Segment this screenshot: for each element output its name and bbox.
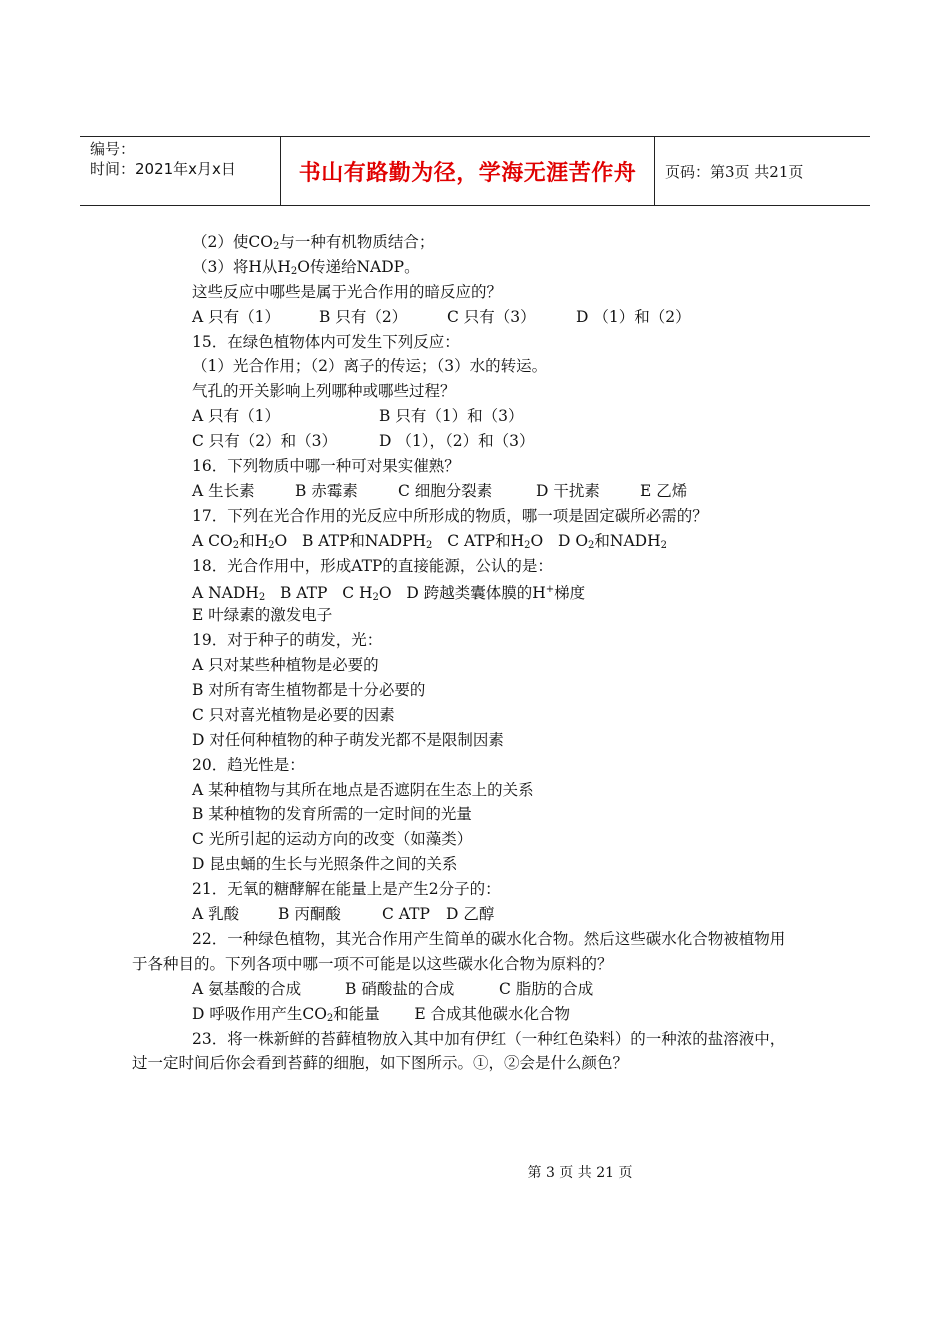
text-span: 和NADH	[594, 531, 661, 550]
text-span: C ATP和H	[447, 531, 525, 550]
options-line	[132, 479, 800, 504]
question-title: 18．光合作用中，形成ATP的直接能源，公认的是：	[192, 556, 553, 575]
options-line	[132, 529, 800, 554]
page-header	[80, 136, 870, 206]
option: A 生长素	[192, 481, 255, 500]
subscript: 2	[268, 539, 275, 551]
question-text: 这些反应中哪些是属于光合作用的暗反应的？	[192, 282, 503, 301]
question-title: 15．在绿色植物体内可发生下列反应：	[192, 332, 460, 351]
motto: 书山有路勤为径，学海无涯苦作舟	[298, 160, 637, 186]
text-line	[132, 255, 800, 280]
subscript: 2	[426, 539, 433, 551]
option: B 赤霉素	[295, 481, 358, 500]
option: E 乙烯	[640, 481, 688, 500]
question-paragraph: 22．一种绿色植物，其光合作用产生简单的碳水化合物。然后这些碳水化合物被植物用于各种目的。下列各项中哪一项不可能是以这些碳水化合物为原料的？	[132, 929, 786, 973]
option: C 光所引起的运动方向的改变（如藻类）	[192, 830, 473, 849]
text-span: D O	[557, 531, 589, 550]
option: B 只有（1）和（3）	[379, 407, 524, 426]
option: A 只有（1）	[192, 407, 280, 426]
text-span: O	[378, 584, 392, 603]
text-span: B ATP和NADPH	[301, 531, 427, 550]
subscript: 2	[660, 539, 667, 551]
text-span: 梯度	[554, 584, 586, 603]
footer-page-number: 第 3 页 共 21 页	[527, 1165, 633, 1181]
page-footer	[0, 1162, 950, 1182]
subscript: 2	[290, 265, 298, 277]
subscript: 2	[588, 539, 595, 551]
option: C 只有（3）	[447, 307, 536, 326]
text-span: O	[530, 531, 544, 550]
time-label: 时间：2021年x月x日	[90, 160, 236, 178]
question-title: 20．趋光性是：	[192, 755, 305, 774]
option: D （1），（2）和（3）	[379, 432, 535, 451]
options-line	[132, 578, 800, 603]
option: C 只有（2）和（3）	[192, 432, 338, 451]
option: A 只对某些种植物是必要的	[192, 656, 379, 675]
text-span: D 跨越类囊体膜的H	[406, 584, 546, 603]
header-motto-cell	[281, 137, 655, 205]
page-label: 页码：第3页 共21页	[665, 162, 804, 181]
subscript: 2	[524, 539, 531, 551]
text-span: （2）使CO	[192, 233, 273, 251]
text-span: O传递给NADP。	[297, 257, 420, 276]
option: E 叶绿素的激发电子	[192, 606, 333, 625]
superscript: +	[545, 584, 555, 596]
option: B 硝酸盐的合成	[345, 979, 455, 998]
header-page-cell	[655, 137, 870, 205]
text-span: A NADH	[192, 584, 259, 603]
option: A 某种植物与其所在地点是否遮阴在生态上的关系	[192, 780, 534, 799]
question-paragraph: 23．将一株新鲜的苔藓植物放入其中加有伊红（一种红色染料）的一种浓的盐溶液中，过一定时间后你会看到苔藓的细胞，如下图所示。①，②会是什么颜色？	[132, 1029, 786, 1073]
text-line: 气孔的开关影响上列哪种或哪些过程？	[192, 382, 456, 401]
options-line	[132, 404, 800, 429]
option: C 细胞分裂素	[398, 481, 493, 500]
options-line	[132, 902, 800, 927]
options-line	[132, 305, 800, 330]
header-meta	[80, 137, 281, 205]
options-line	[132, 429, 800, 454]
text-span: （3）将H从H	[192, 257, 291, 276]
option: B 某种植物的发育所需的一定时间的光量	[192, 805, 472, 824]
text-line	[132, 230, 800, 255]
text-span: C H	[342, 584, 373, 603]
text-line: （1）光合作用；（2）离子的传运；（3）水的转运。	[192, 357, 548, 376]
subscript: 2	[372, 592, 379, 604]
option: D 昆虫蛹的生长与光照条件之间的关系	[192, 855, 458, 874]
option: C 只对喜光植物是必要的因素	[192, 705, 395, 724]
option: A 氨基酸的合成	[192, 979, 302, 998]
options-line	[132, 977, 800, 1002]
question-title: 17．下列在光合作用的光反应中所形成的物质，哪一项是固定碳所必需的？	[192, 506, 708, 525]
subscript: 2	[326, 1012, 334, 1024]
document-body	[132, 230, 800, 1076]
option: E 合成其他碳水化合物	[414, 1004, 571, 1023]
question-title: 16．下列物质中哪一种可对果实催熟？	[192, 457, 460, 476]
question-title: 19．对于种子的萌发，光：	[192, 631, 383, 650]
text-span: B ATP	[279, 584, 328, 603]
number-label: 编号：	[90, 140, 136, 158]
option: B 对所有寄生植物都是十分必要的	[192, 681, 426, 700]
text-span: D 呼吸作用产生CO	[192, 1004, 327, 1023]
option: D 对任何种植物的种子萌发光都不是限制因素	[192, 730, 504, 749]
option: B 丙酮酸	[278, 905, 341, 924]
text-span: O	[274, 531, 288, 550]
subscript: 2	[258, 592, 266, 604]
question-title: 21．无氧的糖酵解在能量上是产生2分子的：	[192, 880, 501, 899]
text-span: 与一种有机物质结合；	[279, 233, 435, 251]
option: D 乙醇	[446, 905, 495, 924]
text-span: A CO	[192, 531, 233, 550]
option: D （1）和（2）	[576, 307, 691, 326]
option: C ATP	[382, 905, 430, 924]
options-line	[132, 1002, 800, 1027]
subscript: 2	[232, 539, 240, 551]
text-span: 和H	[239, 531, 269, 550]
option: D 干扰素	[536, 481, 600, 500]
subscript: 2	[272, 241, 280, 252]
option: A 乳酸	[192, 905, 240, 924]
option: A 只有（1）	[192, 307, 280, 326]
text-span: 和能量	[333, 1004, 380, 1023]
option: B 只有（2）	[319, 307, 408, 326]
option: C 脂肪的合成	[499, 979, 594, 998]
